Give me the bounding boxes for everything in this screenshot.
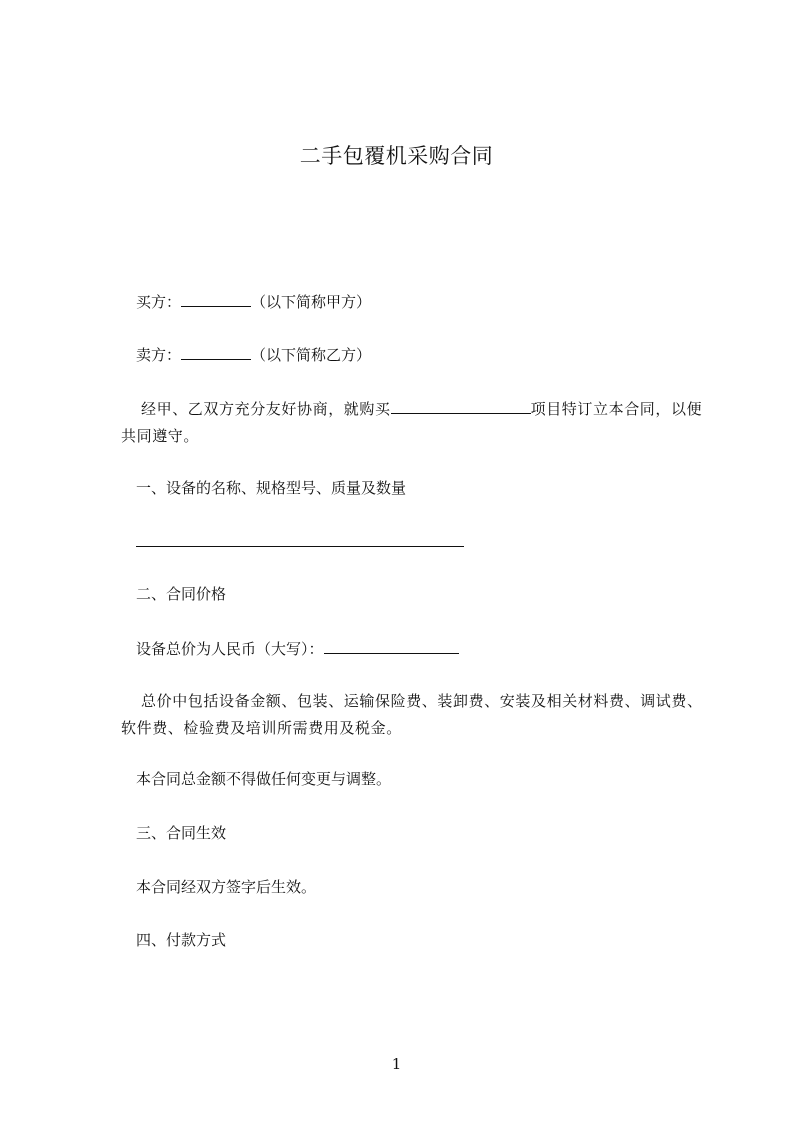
price-blank[interactable]	[324, 638, 459, 654]
buyer-label: 买方：	[136, 293, 182, 311]
seller-blank[interactable]	[181, 344, 251, 360]
buyer-blank[interactable]	[181, 291, 251, 307]
price-includes-paragraph: 总价中包括设备金额、包装、运输保险费、装卸费、安装及相关材料费、调试费、软件费、检验费及培训所需费用及税金。	[121, 692, 703, 737]
seller-line	[136, 344, 371, 365]
buyer-suffix: （以下简称甲方）	[251, 293, 372, 311]
price-line	[136, 638, 459, 659]
effect-text: 本合同经双方签字后生效。	[136, 878, 317, 896]
buyer-line	[136, 291, 371, 312]
intro-suffix: 项目特订立本合同，以便共同遵守。	[121, 400, 703, 445]
intro-paragraph	[121, 396, 711, 450]
project-blank[interactable]	[391, 398, 531, 414]
seller-suffix: （以下简称乙方）	[251, 346, 372, 364]
page-number: 1	[391, 1055, 402, 1073]
document-title: 二手包覆机采购合同	[299, 144, 494, 168]
section4-heading: 四、付款方式	[136, 931, 227, 949]
section2-heading: 二、合同价格	[136, 585, 227, 603]
intro-prefix: 经甲、乙双方充分友好协商，就购买	[141, 400, 391, 418]
price-label: 设备总价为人民币（大写）：	[136, 640, 324, 658]
equipment-blank-line[interactable]	[136, 546, 464, 547]
section3-heading: 三、合同生效	[136, 824, 227, 842]
section1-heading: 一、设备的名称、规格型号、质量及数量	[136, 479, 407, 497]
seller-label: 卖方：	[136, 346, 182, 364]
price-fixed-text: 本合同总金额不得做任何变更与调整。	[136, 770, 392, 788]
